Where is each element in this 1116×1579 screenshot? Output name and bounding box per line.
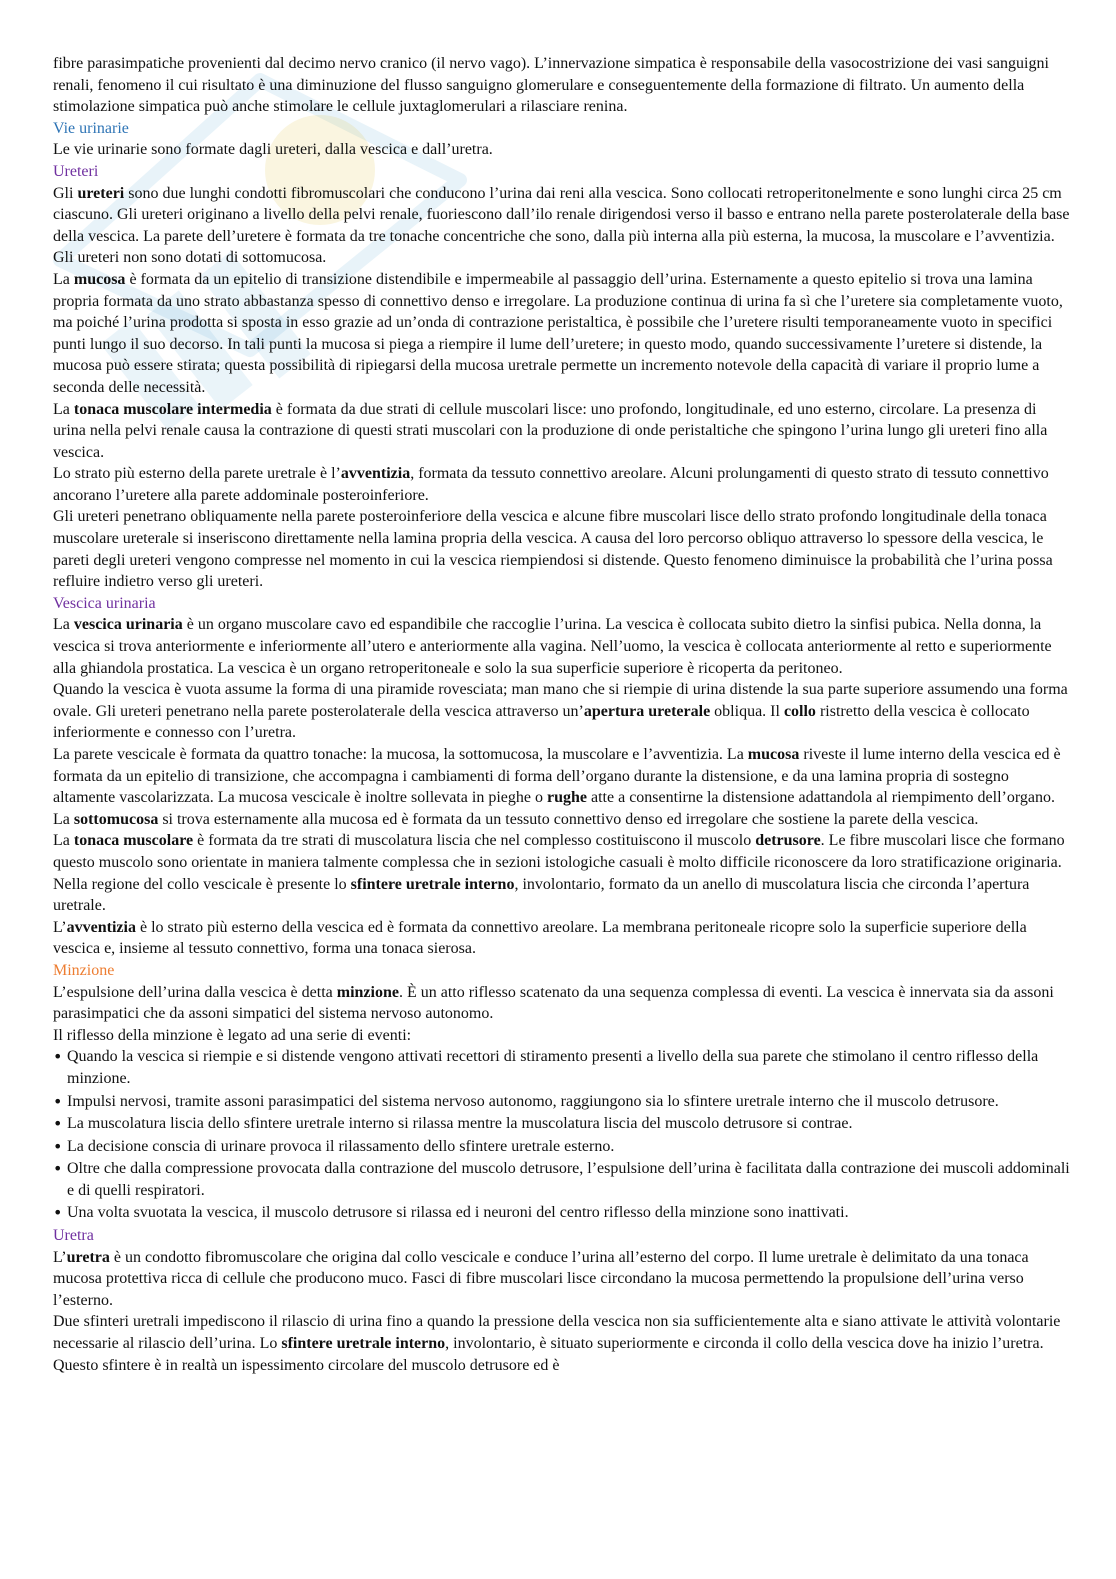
paragraph: [53, 809, 1073, 831]
section-heading: Uretra: [53, 1227, 94, 1245]
paragraph: [53, 679, 1073, 744]
text-run: fibre parasimpatiche provenienti dal decimo nervo cranico (il nervo vago). L’innervazione simpatica è responsabile della vasocostrizione dei vasi sanguigni renali, fenomeno il cui risultato è una diminuzione del flusso sanguigno glomerulare e conseguentemente della formazione di filtrato. Un aumento della stimolazione simpatica può anche stimolare le cellule juxtaglomerulari a rilasciare renina.: [53, 55, 1049, 116]
text-run: L’: [53, 918, 67, 936]
text-run: è un organo muscolare cavo ed espandibile che raccoglie l’urina. La vescica è collocata subito dietro la sinfisi pubica. Nella donna, la vescica si trova anteriormente e inferiormente all’utero e anteriormente alla vagina. Nell’uomo, la vescica è collocata anteriormente al retto e superiormente alla ghiandola prostatica. La vescica è un organo retroperitoneale e solo la sua superficie superiore è ricoperta da peritoneo.: [53, 616, 1052, 677]
text-run: riveste il lume interno della vescica ed è formata da un epitelio di transizione, che accompagna i cambiamenti di forma dell’organo durante la distensione, e da una lamina propria di sostegno altamente vascolarizzata. La mucosa vescicale è inoltre sollevata in pieghe o: [53, 746, 1061, 807]
paragraph: [53, 1311, 1073, 1376]
bold-term: rughe: [547, 789, 587, 807]
text-run: ristretto della vescica è collocato inferiormente e connesso con l’uretra.: [53, 702, 1030, 742]
paragraph: [53, 1025, 1073, 1047]
bullet-list: [53, 1046, 1073, 1224]
text-run: Lo strato più esterno della parete uretrale è l’: [53, 465, 341, 483]
text-run: La: [53, 616, 74, 634]
bold-term: avventizia: [340, 465, 411, 483]
list-item: • Quando la vescica si riempie e si distende vengono attivati recettori di stiramento presenti a livello della sua parete che stimolano il centro riflesso della minzione.: [53, 1046, 1073, 1089]
bold-term: sfintere uretrale interno: [281, 1335, 446, 1353]
paragraph: [53, 506, 1073, 592]
bold-term: tonaca muscolare: [73, 832, 194, 850]
text-run: si trova esternamente alla mucosa ed è formata da un tessuto connettivo denso ed irregolare che sostiene la parete della vescica.: [158, 810, 979, 828]
text-run: L’espulsione dell’urina dalla vescica è detta: [53, 983, 337, 1001]
bold-term: minzione: [336, 983, 399, 1001]
text-run: Due sfinteri uretrali impediscono il rilascio di urina fino a quando la pressione della vescica non sia sufficientemente alta e siano attivate le attività volontarie necessarie al rilascio dell’urina. Lo: [53, 1313, 1061, 1353]
bold-term: vescica urinaria: [73, 616, 183, 634]
section-heading: Ureteri: [53, 162, 99, 180]
text-run: è lo strato più esterno della vescica ed è formata da connettivo areolare. La membrana peritoneale ricopre solo la superficie superiore della vescica e, insieme al tessuto connettivo, forma una tonaca sierosa.: [53, 918, 1027, 958]
text-run: Gli: [53, 184, 78, 202]
text-run: . È un atto riflesso scatenato da una sequenza complessa di eventi. La vescica è innervata sia da assoni parasimpatici che da assoni simpatici del sistema nervoso autonomo.: [53, 983, 1054, 1023]
bold-term: sfintere uretrale interno: [350, 875, 515, 893]
text-run: è formata da un epitelio di transizione distendibile e impermeabile al passaggio dell’urina. Esternamente a questo epitelio si trova una lamina propria formata da uno strato abbastanza spesso di connettivo denso e irregolare. La produzione continua di urina fa sì che l’uretere sia completamente vuoto, ma poiché l’urina prodotta si sposta in esso grazie ad un’onda di contrazione peristaltica, è possibile che l’uretere risulti temporaneamente vuoto in specifici punti lungo il suo decorso. In tali punti la mucosa si piega a riempire il lume dell’uretere; in questo modo, quando successivamente l’uretere si distende, la mucosa può essere stirata; questa possibilità di ripiegarsi della mucosa uretrale permette un incremento notevole della capacità di variare il proprio lume a seconda delle necessità.: [53, 270, 1063, 396]
list-item: • La muscolatura liscia dello sfintere uretrale interno si rilassa mentre la muscolatura liscia del muscolo detrusore si contrae.: [53, 1113, 1073, 1135]
paragraph: [53, 982, 1073, 1025]
text-run: L’: [53, 1248, 67, 1266]
bold-term: collo: [783, 702, 816, 720]
list-item: • Impulsi nervosi, tramite assoni parasimpatici del sistema nervoso autonomo, raggiungono sia lo sfintere uretrale interno che il muscolo detrusore.: [53, 1091, 1073, 1113]
paragraph: [53, 830, 1073, 916]
text-run: La parete vescicale è formata da quattro tonache: la mucosa, la sottomucosa, la muscolare e l’avventizia. La: [53, 746, 748, 763]
paragraph: [53, 744, 1073, 809]
text-run: , involontario, è situato superiormente e circonda il collo della vescica dove ha inizio l’uretra. Questo sfintere è in realtà un ispessimento circolare del muscolo detrusore ed è: [53, 1335, 1044, 1374]
text-run: Quando la vescica è vuota assume la forma di una piramide rovesciata; man mano che si riempie di urina distende la sua parte superiore assumendo una forma ovale. Gli ureteri penetrano nella parete posterolaterale della vescica attraverso un’: [53, 681, 1068, 720]
text-run: è un condotto fibromuscolare che origina dal collo vescicale e conduce l’urina all’esterno del corpo. Il lume uretrale è delimitato da una tonaca mucosa protettiva ricca di cellule che producono muco. Fasci di fibre muscolari lisce circondano la mucosa permettendo la propulsione dell’urina verso l’esterno.: [53, 1248, 1029, 1309]
paragraph: [53, 139, 1073, 161]
section-heading: Vie urinarie: [53, 119, 129, 137]
paragraph: [53, 614, 1073, 679]
bold-term: apertura ureterale: [583, 702, 711, 720]
paragraph: [53, 399, 1073, 464]
bold-term: detrusore: [755, 832, 821, 850]
text-run: La: [53, 832, 74, 850]
text-run: , involontario, formato da un anello di muscolatura liscia che circonda l’apertura uretrale.: [53, 875, 1030, 915]
bold-term: tonaca muscolare intermedia: [73, 400, 272, 418]
bold-term: mucosa: [747, 746, 800, 763]
bold-term: mucosa: [73, 270, 126, 288]
paragraph: [53, 53, 1073, 118]
text-run: La: [53, 810, 74, 828]
text-run: Il riflesso della minzione è legato ad una serie di eventi:: [53, 1026, 412, 1044]
bold-term: avventizia: [66, 918, 136, 936]
text-run: atte a consentirne la distensione adattandola al riempimento dell’organo.: [587, 789, 1055, 807]
text-run: obliqua. Il: [710, 702, 784, 720]
text-run: , formata da tessuto connettivo areolare. Alcuni prolungamenti di questo strato di tessuto connettivo ancorano l’uretere alla parete addominale posteroinferiore.: [53, 465, 1049, 504]
paragraph: [53, 1247, 1073, 1312]
list-item: • Oltre che dalla compressione provocata dalla contrazione del muscolo detrusore, l’espulsione dell’urina è facilitata dalla contrazione dei muscoli addominali e di quelli respiratori.: [53, 1158, 1073, 1201]
text-run: Gli ureteri penetrano obliquamente nella parete posteroinferiore della vescica e alcune fibre muscolari lisce dello strato profondo longitudinale della tonaca muscolare ureterale si inseriscono direttamente nella lamina propria della vescica. A causa del loro percorso obliquo attraverso lo spessore della vescica, le pareti degli ureteri vengono compresse nel momento in cui la vescica riempiendosi si distende. Questo fenomeno diminuisce la probabilità che l’urina possa refluire indietro verso gli ureteri.: [53, 508, 1053, 591]
paragraph: [53, 917, 1073, 960]
paragraph: [53, 269, 1073, 399]
bold-term: sottomucosa: [73, 810, 159, 828]
text-run: è formata da due strati di cellule muscolari lisce: uno profondo, longitudinale, ed uno esterno, circolare. La presenza di urina nella pelvi renale causa la contrazione di questi strati muscolari con la produzione di onde peristaltiche che spingono l’urina lungo gli ureteri fino alla vescica.: [53, 400, 1048, 461]
text-run: è formata da tre strati di muscolatura liscia che nel complesso costituiscono il muscolo: [193, 832, 756, 850]
paragraph: [53, 463, 1073, 506]
list-item: • La decisione conscia di urinare provoca il rilassamento dello sfintere uretrale esterno.: [53, 1136, 1073, 1158]
text-run: . Le fibre muscolari lisce che formano questo muscolo sono orientate in maniera talmente complessa che in sezioni istologiche casuali è molto difficile riconoscere da loro stratificazione originaria. Nella regione del collo vescicale è presente lo: [53, 832, 1065, 893]
text-run: La: [53, 270, 74, 288]
bold-term: ureteri: [77, 184, 125, 202]
list-item: • Una volta svuotata la vescica, il muscolo detrusore si rilassa ed i neuroni del centro riflesso della minzione sono inattivati.: [53, 1202, 1073, 1224]
document-body: [53, 53, 1073, 1376]
text-run: Le vie urinarie sono formate dagli ureteri, dalla vescica e dall’uretra.: [53, 141, 493, 159]
text-run: La: [53, 400, 74, 418]
section-heading: Minzione: [53, 961, 115, 979]
bold-term: uretra: [66, 1248, 110, 1266]
text-run: sono due lunghi condotti fibromuscolari che conducono l’urina dai reni alla vescica. Sono collocati retroperitonelmente e sono lunghi circa 25 cm ciascuno. Gli ureteri originano a livello della pelvi renale, fuoriescono dall’ilo renale dirigendosi verso il basso e entrano nella parete posterolaterale della base della vescica. La parete dell’uretere è formata da tre tonache concentriche che sono, dalla più interna alla più esterna, la mucosa, la muscolare e l’avventizia. Gli ureteri non sono dotati di sottomucosa.: [53, 184, 1070, 267]
section-heading: Vescica urinaria: [53, 594, 156, 612]
paragraph: [53, 183, 1073, 269]
